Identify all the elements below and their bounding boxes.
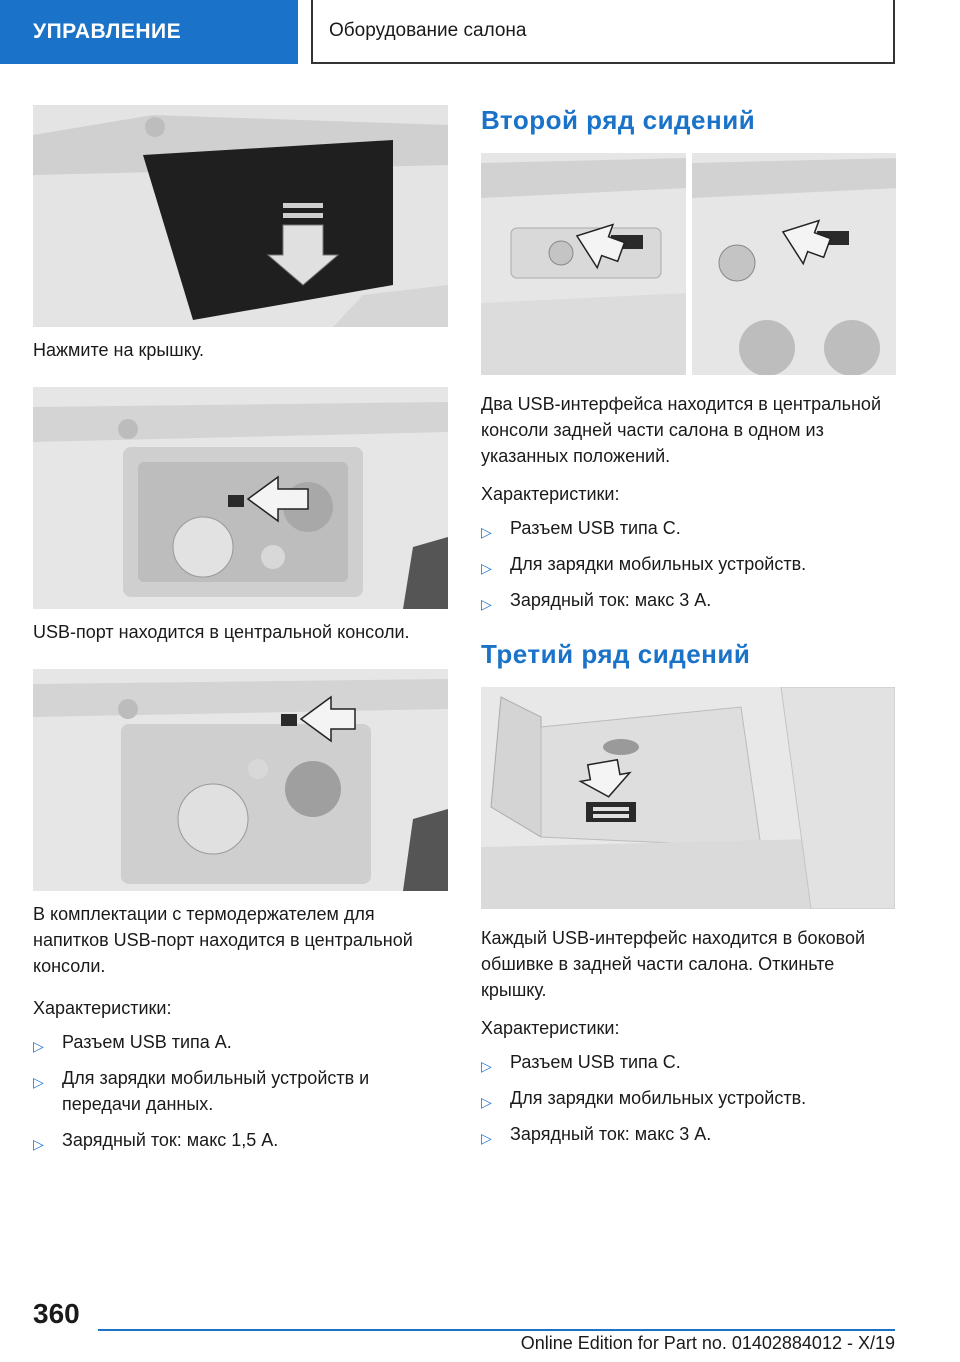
triangle-right-icon: ▷ [33,1074,44,1090]
caption-usb-console: USB-порт находится в центральной консоли. [33,622,410,642]
triangle-right-icon: ▷ [481,524,492,540]
footer-edition: Online Edition for Part no. 01402884012 - X/19 [520,1333,895,1353]
caption-usb-cupholder: В комплектации с термодержателем для напитков USB-порт находится в центральной консоли. [33,904,413,976]
page-number: 360 [33,1298,80,1329]
chapter-title: Оборудование салона [329,20,527,41]
list-item: ▷ Для зарядки мобильных устройств. [481,551,896,577]
left-column [33,105,448,1163]
triangle-right-icon: ▷ [481,560,492,576]
third-row-title: Третий ряд сидений [481,639,751,669]
second-row-title: Второй ряд сидений [481,105,756,135]
triangle-right-icon: ▷ [33,1136,44,1152]
chapter-header [311,0,895,64]
list-item: ▷ Зарядный ток: макс 3 A. [481,587,896,613]
figure-second-row-a [481,153,686,375]
list-item: ▷ Разъем USB типа A. [33,1029,448,1055]
features-list-third [481,1049,896,1147]
features-label-left: Характеристики: [33,998,172,1018]
caption-press-lid: Нажмите на крышку. [33,340,205,360]
list-item: ▷ Зарядный ток: макс 1,5 A. [33,1127,448,1153]
triangle-right-icon: ▷ [481,596,492,612]
second-row-text: Два USB-интерфейса находится в центральной консоли задней части салона в одном из указанных положений. [481,394,881,466]
triangle-right-icon: ▷ [33,1038,44,1054]
features-list-second [481,515,896,613]
figure-usb-console [33,387,448,609]
figure-wireless-tray [33,105,448,327]
figure-second-row-b [692,153,897,375]
list-item: ▷ Для зарядки мобильных устройств. [481,1085,896,1111]
list-item: ▷ Для зарядки мобильный устройств и передачи данных. [33,1068,370,1114]
triangle-right-icon: ▷ [481,1094,492,1110]
triangle-right-icon: ▷ [481,1058,492,1074]
third-row-text: Каждый USB-интерфейс находится в боковой обшивке в задней части салона. Откиньте крышку. [481,928,866,1000]
features-label-third: Характеристики: [481,1018,620,1038]
list-item: ▷ Разъем USB типа C. [481,1049,896,1075]
right-column [481,105,896,1157]
footer-divider [98,1329,895,1331]
triangle-right-icon: ▷ [481,1130,492,1146]
figure-usb-cupholder [33,669,448,891]
section-title: УПРАВЛЕНИЕ [33,20,182,43]
section-tab [0,0,298,64]
list-item: ▷ Разъем USB типа C. [481,515,896,541]
features-label-second: Характеристики: [481,484,620,504]
figure-pair-second-row [481,153,896,375]
list-item: ▷ Зарядный ток: макс 3 A. [481,1121,896,1147]
figure-third-row [481,687,895,909]
features-list-left [33,1029,448,1153]
